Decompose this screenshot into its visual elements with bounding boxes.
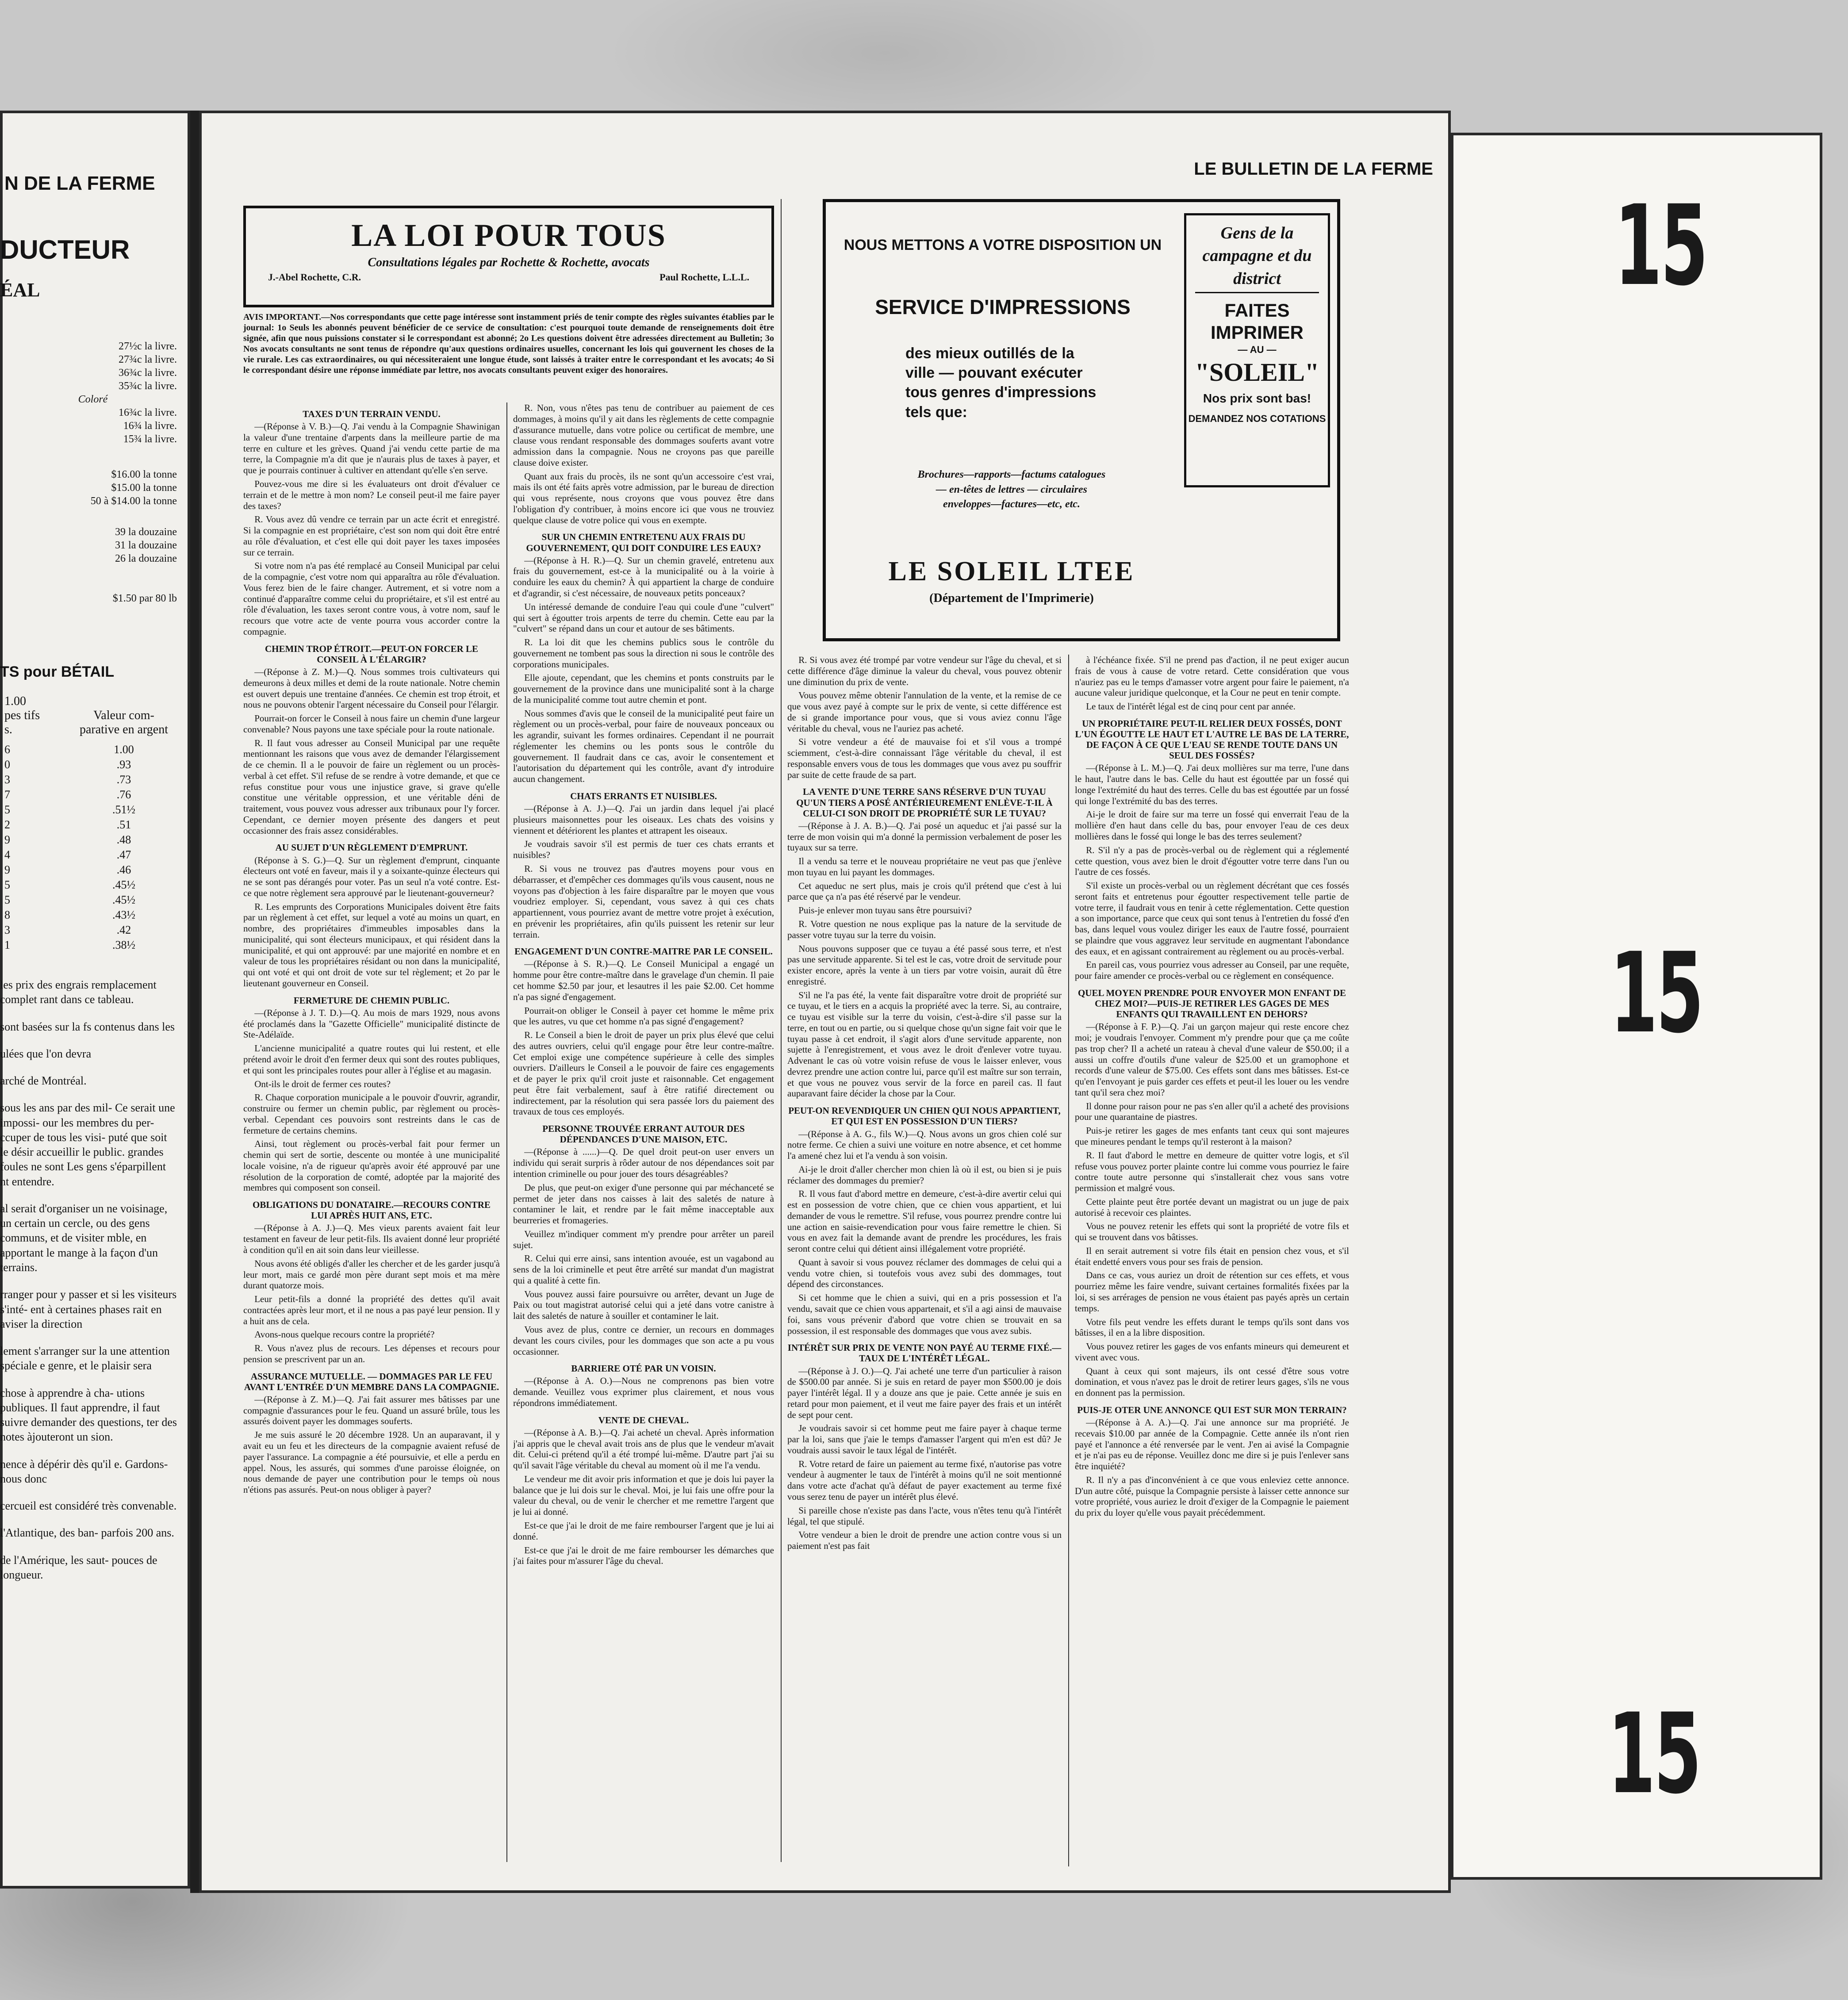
article-paragraph: Votre fils peut vendre les effets durant le temps qu'ils sont dans vos bâtisses, il en a la libre disposition. bbox=[1075, 1316, 1349, 1338]
table-cell: 8 bbox=[4, 908, 10, 922]
table-head-right: Valeur com- parative en argent bbox=[79, 709, 169, 737]
article-paragraph: —(Réponse à Z. M.)—Q. Nous sommes trois cultivateurs qui demeurons à deux milles et demi de la route nationale. Notre chemin est ouvert depuis une trentaine d'années. Ce chemin est trop étroit, et nous ne pouvons obtenir l'argent nécessaire du Conseil pour l'élargir. bbox=[243, 666, 500, 710]
article-paragraph: —(Réponse à J. T. D.)—Q. Au mois de mars 1929, nous avons été proclamés dans la "Gazette Officielle" municipalité distincte de Ste-Adélaïde. bbox=[243, 1007, 500, 1040]
lawyer-name-right: Paul Rochette, L.L.L. bbox=[659, 272, 749, 283]
table-cell: .48 bbox=[116, 833, 131, 847]
article-paragraph: L'ancienne municipalité a quatre routes qui lui restent, et elle prétend avoir le droit d'en fermer deux qui sont des routes publiques, et qui sont les principales routes pour aller à l'église et au magasin. bbox=[243, 1043, 500, 1076]
page-number: 15 bbox=[1614, 181, 1707, 310]
article-paragraph: —(Réponse à A. G., fils W.)—Q. Nous avons un gros chien colé sur notre ferme. Ce chien a suivi une voiture en notre absence, et cet homme l'a amené chez lui et l'a vendu à son voisin. bbox=[787, 1128, 1062, 1161]
inset-au: — AU — bbox=[1238, 344, 1277, 355]
article-paragraph: Le vendeur me dit avoir pris information et que je dois lui payer la balance que je lui dois sur le cheval. Moi, je lui fais une offre pour la valeur du cheval, ou de venir le chercher et me remettre l'argent que je lui ai donné. bbox=[513, 1473, 774, 1517]
table-row bbox=[4, 818, 173, 833]
article-heading: FERMETURE DE CHEMIN PUBLIC. bbox=[293, 995, 450, 1006]
article-paragraph: Leur petit-fils a donné la propriété des dettes qu'il avait contractées après leur mort, et il ne nous a pas payé leur pension. Il y a huit ans de cela. bbox=[243, 1294, 500, 1326]
article-heading: CHATS ERRANTS ET NUISIBLES. bbox=[570, 791, 717, 802]
article-paragraph: R. Il n'y a pas d'inconvénient à ce que vous enleviez cette annonce. D'un autre côté, puisque la Compagnie persiste à laisser cette annonce sur votre propriété, vous auriez le droit d'exiger de la Compagnie le paiement du prix du loyer qu'elle vous payait précédemment. bbox=[1075, 1474, 1349, 1518]
table-row bbox=[4, 878, 173, 893]
ad-headline: NOUS METTONS A VOTRE DISPOSITION UN bbox=[843, 237, 1162, 253]
ad-service-title: SERVICE D'IMPRESSIONS bbox=[875, 295, 1131, 318]
article-heading: AU SUJET D'UN RÈGLEMENT D'EMPRUNT. bbox=[275, 842, 468, 853]
article-paragraph: Pouvez-vous me dire si les évaluateurs ont droit d'évaluer ce terrain et de le mettre à mon nom? Le conseil peut-il me faire payer des taxes? bbox=[243, 478, 500, 511]
article-paragraph: (Réponse à S. G.)—Q. Sur un règlement d'emprunt, cinquante électeurs ont voté en faveur, mais il y a soixante-quinze électeurs qui ne se sont pas dérangés pour voter. Pas un seul n'a voté contre. Est-ce que notre règlement sera approuvé par le lieutenant-gouverneur? bbox=[243, 854, 500, 898]
paragraph: lement s'arranger sur la une attention spéciale e genre, et le plaisir sera bbox=[0, 1345, 170, 1372]
left-title: DUCTEUR bbox=[0, 235, 130, 264]
table-cell: .93 bbox=[116, 758, 131, 771]
left-section-title: TS pour BÉTAIL bbox=[0, 663, 115, 680]
table-cell: .73 bbox=[116, 773, 131, 786]
table-cell: .45½ bbox=[112, 893, 135, 907]
article-paragraph: R. Il faut d'abord le mettre en demeure de quitter votre logis, et s'il refuse vous pouvez porter plainte contre lui comme vous pourriez le faire contre toute autre personne qui s'installerait chez vous sans votre permission et malgré vous. bbox=[1075, 1149, 1349, 1194]
table-cell: 9 bbox=[4, 833, 10, 847]
article-heading: VENTE DE CHEVAL. bbox=[598, 1414, 689, 1425]
article-paragraph: —(Réponse à J. O.)—Q. J'ai acheté une terre d'un particulier à raison de $500.00 par année. Si je suis en retard de payer mon $500.00 je dois payer l'intérêt légal. Il y a douze ans que je paie. Cette année je suis en retard pour mon paiement, et il veut me faire payer des frais et un intérêt de sept pour cent. bbox=[787, 1365, 1062, 1420]
table-cell: .46 bbox=[116, 863, 131, 877]
paragraph: les prix des engrais remplacement complet rant dans ce tableau. bbox=[0, 978, 157, 1006]
table-cell: 6 bbox=[4, 743, 10, 756]
article-paragraph: R. S'il n'y a pas de procès-verbal ou de règlement qui a réglementé cette question, vous avez bien le droit d'égoutter votre terre dans l'un ou l'autre de ces fossés. bbox=[1075, 844, 1349, 877]
article-heading: PERSONNE TROUVÉE ERRANT AUTOUR DES DÉPENDANCES D'UNE MAISON, ETC. bbox=[542, 1123, 745, 1145]
article-paragraph: R. Celui qui erre ainsi, sans intention avouée, est un vagabond au sens de la loi criminelle et peut être arrêté sur mandat d'un magistrat qui a qualité à cette fin. bbox=[513, 1253, 774, 1286]
article-column-2 bbox=[513, 402, 774, 1862]
article-paragraph: à l'échéance fixée. S'il ne prend pas d'action, il ne peut exiger aucun frais de vous à cause de votre retard. Cette considération que vous n'auriez pas eu le temps d'amasser votre argent pour faire le paiement, n'a aucune valeur juridique quelconque, et la Cour ne peut en tenir compte. bbox=[1075, 655, 1349, 698]
table-row bbox=[4, 908, 173, 923]
article-paragraph: R. La loi dit que les chemins publics sous le contrôle du gouvernement ne tombent pas sous la direction ni sous le contrôle des corporations municipales. bbox=[513, 637, 774, 670]
page-number: 15 bbox=[1608, 1690, 1700, 1818]
article-paragraph: Si votre nom n'a pas été remplacé au Conseil Municipal par celui de la compagnie, c'est votre nom qui apparaîtra au rôle d'évaluation. Vous ferez bien de le faire changer. Autrement, et si votre nom a continué d'apparaître comme celui du propriétaire, et s'il est entré au rôle d'évaluation, les taxes seront contre vous, à votre nom, sauf le recours que votre acte de vente pourra vous accorder contre la compagnie. bbox=[243, 560, 500, 637]
article-paragraph: Il donne pour raison pour ne pas s'en aller qu'il a acheté des provisions pour une quarantaine de piastres. bbox=[1075, 1100, 1349, 1123]
paragraph: chose à apprendre à cha- utions publiques. Il faut apprendre, il faut suivre demander des questions, ter des notes àjouteront un sion. bbox=[0, 1386, 177, 1444]
price-row: 15¾ la livre. bbox=[123, 433, 177, 445]
article-paragraph: —(Réponse à A. J.)—Q. Mes vieux parents avaient fait leur testament en faveur de leur petit-fils. Ils avaient donné leur propriété à condition qu'il en ait soin dans leur vieillesse. bbox=[243, 1222, 500, 1255]
price-row: 35¾c la livre. bbox=[119, 380, 177, 392]
article-paragraph: Si votre vendeur a été de mauvaise foi et s'il vous a trompé sciemment, c'est-à-dire connaissant l'âge véritable du cheval, il est responsable envers vous de tous les dommages que vous avez pu souffrir par suite de cette fraude de sa part. bbox=[787, 736, 1062, 780]
article-paragraph: —(Réponse à L. M.)—Q. J'ai deux mollières sur ma terre, l'une dans le haut, l'autre dans le bas. Celle du haut est égouttée par un fossé qui longe l'extrémité du haut des terres. Celle du bas est égouttée par un fossé qui longe l'extrémité du bas des terres. bbox=[1075, 762, 1349, 806]
paragraph: rranger pour y passer et si les visiteurs s'inté- ent à certaines phases rait en aviser la direction bbox=[0, 1288, 177, 1330]
article-paragraph: —(Réponse à J. A. B.)—Q. J'ai posé un aqueduc et j'ai passé sur la terre de mon voisin qui m'a donné la permission verbalement de poser les tuyaux sur sa terre. bbox=[787, 820, 1062, 853]
article-column-3 bbox=[787, 655, 1062, 1866]
article-paragraph: Vous pouvez même obtenir l'annulation de la vente, et la remise de ce que vous avez payé à compte sur le prix de vente, si cette différence est de si grande importance pour vous, que si vous aviez connu l'âge véritable du cheval, vous ne l'auriez pas acheté. bbox=[787, 690, 1062, 734]
important-notice: AVIS IMPORTANT.—Nos correspondants que cette page intéresse sont instamment priés de tenir compte des règles suivantes établies par le journal: 1o Seuls les abonnés peuvent bénéficier de ce service de consultation: c'est pourquoi toute demande de renseignements doit être signée, afin que nous puissions constater si le correspondant est abonné; 2o Les questions doivent être adressées directement au Bulletin; 3o Nos avocats consultants ne sont tenus de répondre qu'aux questions ordinaires usuelles, concernant les lois qui gouvernent les choses de la vie rurale. Les cas extraordinaires, ou qui nécessiteraient une longue étude, sont laissés à traiter entre le correspondant et les avocats; 4o Si le correspondant désire une réponse immédiate par lettre, nos avocats consultants peuvent exiger des honoraires. bbox=[243, 312, 774, 375]
article-paragraph: Vous avez de plus, contre ce dernier, un recours en dommages devant les cours civiles, pour les dommages que son acte a pu vous occasionner. bbox=[513, 1324, 774, 1357]
ad-company: LE SOLEIL LTEE bbox=[888, 556, 1135, 586]
article-paragraph: Je me suis assuré le 20 décembre 1928. Un an auparavant, il y avait eu un feu et les directeurs de la compagnie avaient refusé de payer l'assurance. La compagnie a été poursuivie, et elle a perdu en appel. Nous, les assurés, qui sommes d'une paroisse éloignée, on nous demande de payer une contribution pour le temps où nous n'étions pas assurés. Peut-on nous obliger à payer? bbox=[243, 1429, 500, 1495]
table-cell: .42 bbox=[116, 923, 131, 937]
article-paragraph: —(Réponse à A. J.)—Q. J'ai un jardin dans lequel j'ai placé plusieurs maisonnettes pour les oiseaux. Les chats des voisins y viennent et détériorent les plantes et attrapent les oiseaux. bbox=[513, 803, 774, 836]
article-paragraph: —(Réponse à A. A.)—Q. J'ai une annonce sur ma propriété. Je recevais $10.00 par année de la Compagnie. Cette année ils n'ont rien payé et l'annonce a été renversée par le vent. J'en ai avisé la Compagnie et je n'ai pas eu de réponse. Veuillez donc me dire si je puis l'enlever sans être inquiété? bbox=[1075, 1417, 1349, 1472]
table-row bbox=[4, 893, 173, 908]
table-cell: 5 bbox=[4, 803, 10, 816]
left-text-body bbox=[0, 977, 177, 1594]
right-page-strip bbox=[1451, 133, 1822, 1880]
article-column-1 bbox=[243, 402, 500, 1862]
article-heading: OBLIGATIONS DU DONATAIRE.—RECOURS CONTRE LUI APRÈS HUIT ANS, ETC. bbox=[253, 1199, 491, 1221]
article-paragraph: R. Votre retard de faire un paiement au terme fixé, n'autorise pas votre vendeur à augmenter le taux de l'intérêt à moins qu'il ne soit mentionné dans votre acte d'achat qu'à défaut de payer exactement au terme fixé vous serez tenu de payer un intérêt plus élevé. bbox=[787, 1458, 1062, 1502]
inset-headline: FAITES IMPRIMER bbox=[1211, 299, 1304, 343]
article-paragraph: R. Les emprunts des Corporations Municipales doivent être faits par un règlement à cet effet, sur lequel a voté au moins un quart, en nombre, des propriétaires d'immeubles imposables dans la municipalité, qui sont électeurs municipaux, et qui résident dans la municipalité, et qui ont approuvé: par une majorité en nombre et en valeur de tous les propriétaires résidant ou non dans la municipalité, qui ont voté et qui ont droit de vote sur tel règlement; et 2o par le lieutenant gouverneur en Conseil. bbox=[243, 901, 500, 989]
page-header: LE BULLETIN DE LA FERME bbox=[1194, 159, 1433, 179]
table-cell: .51½ bbox=[112, 803, 135, 816]
left-page-header: N DE LA FERME bbox=[4, 172, 155, 194]
table-body bbox=[4, 743, 173, 954]
paragraph: de l'Amérique, les saut- pouces de longueur. bbox=[0, 1553, 157, 1581]
article-paragraph: Vous pouvez retirer les gages de vos enfants mineurs qui demeurent et vivent avec vous. bbox=[1075, 1341, 1349, 1363]
column-rule bbox=[506, 402, 507, 1862]
law-title: LA LOI POUR TOUS bbox=[351, 218, 666, 253]
article-paragraph: Est-ce que j'ai le droit de me faire rembourser l'argent que je lui ai donné. bbox=[513, 1520, 774, 1542]
article-paragraph: Vous pouvez aussi faire poursuivre ou arrêter, devant un Juge de Paix ou tout magistrat autorisé celui qui a jeté dans votre canistre à lait des saletés de nature à souiller et contaminer le lait. bbox=[513, 1288, 774, 1322]
page-number: 15 bbox=[1610, 929, 1702, 1057]
column-rule bbox=[781, 199, 782, 1862]
table-cell: 7 bbox=[4, 788, 10, 801]
article-paragraph: Nous pouvons supposer que ce tuyau a été passé sous terre, et n'est pas une servitude apparente. Si tel est le cas, votre droit de servitude pour exister encore, après la vente à un tiers par votre voisin, aurait dû être enregistré. bbox=[787, 943, 1062, 987]
table-cell: 3 bbox=[4, 923, 10, 937]
ad-list: Brochures—rapports—factums catalogues — en-têtes de lettres — circulaires enveloppes—factures—etc, etc. bbox=[917, 469, 1106, 510]
article-paragraph: —(Réponse à F. P.)—Q. J'ai un garçon majeur qui reste encore chez moi; je voudrais l'envoyer. Comment m'y prendre pour que ça me coûte pas trop cher? Il a acheté un rateau à cheval d'une valeur de $50.00; il a aussi un coffre d'outils d'une valeur de $25.00 et un gramophone et records d'une valeur de $75.00. Ces effets sont dans mes bâtisses. Est-ce qu'en l'envoyant je puis garder ces effets et peut-il les louer ou les vendre tant qu'il sera chez moi? bbox=[1075, 1021, 1349, 1098]
ad-inset-box bbox=[1184, 213, 1330, 487]
article-paragraph: S'il existe un procès-verbal ou un règlement décrétant que ces fossés seront faits et entretenus pour égoutter respectivement telle partie de votre terre, il faudrait vous en tenir à cette réglementation. Cette question a son importance, parce que ceux qui sont tenus à l'entretien du fossé d'en bas, dans lequel vous voulez diriger les eaux de l'autre fossé, pourraient se plaindre que vous aggravez leur servitude en augmentant l'abondance des eaux, et en agissant contrairement au règlement ou au procès-verbal. bbox=[1075, 880, 1349, 957]
article-paragraph: Le taux de l'intérêt légal est de cinq pour cent par année. bbox=[1086, 701, 1296, 712]
table-cell: 1.00 bbox=[114, 743, 134, 756]
paragraph: sous les ans par des mil- Ce serait une impossi- our les membres du per- ccuper de tous les visi- puté que soit le désir accueillir le public. grandes foules ne sont Les gens s'éparpillent nt entendre. bbox=[0, 1101, 175, 1188]
article-paragraph: Pourrait-on forcer le Conseil à nous faire un chemin d'une largeur convenable? Nous payons une taxe spéciale pour la route nationale. bbox=[243, 713, 500, 735]
table-row bbox=[4, 833, 173, 848]
article-paragraph: Cette plainte peut être portée devant un magistrat ou un juge de paix autorisé à recevoir ces plaintes. bbox=[1075, 1196, 1349, 1218]
article-paragraph: Elle ajoute, cependant, que les chemins et ponts construits par le gouvernement de la province dans une municipalité sont à la charge de la municipalité comme tout autre chemin et pont. bbox=[513, 672, 774, 705]
paragraph: al serait d'organiser un ne voisinage, un certain un cercle, ou des gens communs, et de visiter mble, en apportant le mange à la façon d'un terrains. bbox=[0, 1202, 168, 1274]
article-paragraph: —(Réponse à H. R.)—Q. Sur un chemin gravelé, entretenu aux frais du gouvernement, est-ce à la municipalité ou à la voirie à conduire les eaux du chemin? À qui appartient la charge de conduire et d'agrandir, si c'est nécessaire, de nouveaux petits ponceaux? bbox=[513, 555, 774, 598]
column-rule bbox=[1068, 655, 1069, 1866]
price-row: 50 à $14.00 la tonne bbox=[90, 495, 177, 507]
price-row: 16¾c la livre. bbox=[119, 407, 177, 418]
table-cell: .47 bbox=[116, 848, 131, 862]
article-paragraph: R. Vous avez dû vendre ce terrain par un acte écrit et enregistré. Si la compagnie en est propriétaire, c'est son nom qui doit être entré au rôle d'évaluation, et c'est elle qui doit payer les taxes imposées sur ce terrain. bbox=[243, 514, 500, 558]
table-row bbox=[4, 863, 173, 878]
article-paragraph: Cet aqueduc ne sert plus, mais je crois qu'il prétend que c'est à lui parce que ça n'a pas été réservé par le vendeur. bbox=[787, 880, 1062, 902]
article-paragraph: —(Réponse à V. B.)—Q. J'ai vendu à la Compagnie Shawinigan la valeur d'une trentaine d'arpents dans la meilleure partie de ma terre en culture et les grèves. Quand j'ai vendu cette partie de ma terre, la Compagnie m'a dit que je n'aurais plus de taxes à payer, et que je pourrais continuer à cultiver en attendant qu'elle s'en serve. bbox=[243, 421, 500, 476]
article-paragraph: —(Réponse à Z. M.)—Q. J'ai fait assurer mes bâtisses par une compagnie d'assurances pour le feu. Quand un assuré brûle, tous les assurés doivent payer les dommages souferts. bbox=[243, 1394, 500, 1427]
printing-ad bbox=[823, 199, 1340, 641]
article-heading: ENGAGEMENT D'UN CONTRE-MAITRE PAR LE CONSEIL. bbox=[514, 946, 773, 957]
left-page bbox=[0, 111, 190, 1889]
article-heading: PEUT-ON REVENDIQUER UN CHIEN QUI NOUS APPARTIENT, ET QUI EST EN POSSESSION D'UN TIERS? bbox=[788, 1105, 1061, 1127]
article-heading: TAXES D'UN TERRAIN VENDU. bbox=[303, 409, 441, 419]
table-cell: 5 bbox=[4, 878, 10, 892]
article-paragraph: Je voudrais savoir s'il est permis de tuer ces chats errants et nuisibles? bbox=[513, 839, 774, 861]
table-row bbox=[4, 923, 173, 939]
article-paragraph: Il en serait autrement si votre fils était en pension chez vous, et s'il était endetté envers vous pour ses frais de pension. bbox=[1075, 1245, 1349, 1267]
price-row: 26 la douzaine bbox=[115, 553, 177, 564]
article-paragraph: R. Votre question ne nous explique pas la nature de la servitude de passer votre tuyau sur la terre du voisin. bbox=[787, 918, 1062, 940]
inset-script: Gens de la campagne et du district bbox=[1202, 224, 1312, 288]
article-paragraph: —(Réponse à A. O.)—Nous ne comprenons pas bien votre demande. Veuillez vous exprimer plus clairement, et nous vous répondrons immédiatement. bbox=[513, 1375, 774, 1408]
article-paragraph: Quant à savoir si vous pouvez réclamer des dommages de celui qui a vendu votre chien, si toutefois vous avez subi des dommages, tout dépend des circonstances. bbox=[787, 1257, 1062, 1290]
article-paragraph: R. Il faut vous adresser au Conseil Municipal par une requête mentionnant les raisons que vous avez de demander l'élargissement de ce chemin. Il a le pouvoir de faire un règlement ou un procès-verbal à cet effet. S'il refuse de se rendre à votre demande, et que ce refus constitue pour vous une injustice grave, si grave qu'elle constitue une véritable oppression, et une véritable déni de traitement, vous pouvez vous adresser aux tribunaux pour l'y forcer. Cependant, ce dernier moyen présente des dangers et peut occasionner des frais assez considérables. bbox=[243, 737, 500, 836]
table-cell: 9 bbox=[4, 863, 10, 877]
article-paragraph: Avons-nous quelque recours contre la propriété? bbox=[254, 1329, 435, 1340]
article-paragraph: R. Le Conseil a bien le droit de payer un prix plus élevé que celui des autres ouvriers, celui qu'il engage pour être leur contre-maître. Cet emploi exige une compétence supérieure à celle des simples ouvriers. D'ailleurs le Conseil a le pouvoir de faire ces engagements et de payer le prix qu'il croit juste et raisonnable. Cet engagement peut être fait verbalement, sauf à être ratifié directement ou indirectement, par la résolution qui sera passée lors du paiement des travaux de tous ces employés. bbox=[513, 1030, 774, 1117]
table-cell: 1 bbox=[4, 939, 10, 952]
page-gutter bbox=[190, 111, 199, 1893]
article-paragraph: R. Il vous faut d'abord mettre en demeure, c'est-à-dire avertir celui qui est en possession de votre chien, que ce chien vous appartient, et lui demander de vous le remettre. S'il refuse, vous pourrez prendre contre lui une action en saisie-revendication pour vous faire remettre le chien. Si vous en avez fait la demande avant de prendre les procédures, les frais seront contre celui qui détient ainsi illégalement votre propriété. bbox=[787, 1188, 1062, 1254]
price-row: 36¾c la livre. bbox=[119, 367, 177, 379]
article-paragraph: Votre vendeur a bien le droit de prendre une action contre vous si un paiement n'est pas fait bbox=[787, 1529, 1062, 1552]
table-row bbox=[4, 788, 173, 803]
article-paragraph: Quant aux frais du procès, ils ne sont qu'un accessoire c'est vrai, mais ils ont été faits après votre admission, par le bureau de direction qui vous représente, nous croyons que vous pouvez être dans l'obligation d'y contribuer, à moins encore ici que vous ne trouviez quelque clause de votre police qui vous en exempte. bbox=[513, 471, 774, 525]
left-subtitle: ÉAL bbox=[0, 279, 40, 301]
article-paragraph: Dans ce cas, vous auriez un droit de rétention sur ces effets, et vous pourriez même les faire vendre, suivant certaines formalités fixées par la loi, si ses arrérages de pension ne vous étaient pas payés après un certain temps. bbox=[1075, 1270, 1349, 1314]
article-paragraph: —(Réponse à S. R.)—Q. Le Conseil Municipal a engagé un homme pour être contre-maître dans le gravelage d'un chemin. Il paie cet homme $2.50 par jour, et lesautres il les paie $2.00. Cet homme n'a pas signé d'engagement. bbox=[513, 958, 774, 1002]
main-page bbox=[199, 111, 1451, 1893]
article-heading: LA VENTE D'UNE TERRE SANS RÉSERVE D'UN TUYAU QU'UN TIERS A POSÉ ANTÉRIEUREMENT ENLÈVE-T-IL À CELUI-CI SON DROIT DE PROPRIÉTÉ SUR LE TUYAU? bbox=[796, 786, 1053, 819]
article-paragraph: Pourrait-on obliger le Conseil à payer cet homme le même prix que les autres, vu que cet homme n'a pas signé d'engagement? bbox=[513, 1005, 774, 1027]
article-paragraph: Ainsi, tout règlement ou procès-verbal fait pour fermer un chemin qui sert de sortie, descente ou montée à une municipalité locale voisine, n'a de rigueur qu'après avoir été approuvé par une résolution de la corporation de comté, adoptée par la majorité des membres qui composent son conseil. bbox=[243, 1138, 500, 1193]
table-cell: .51 bbox=[116, 818, 131, 831]
paragraph: ulées que l'on devra bbox=[0, 1047, 92, 1060]
inset-prices: Nos prix sont bas! bbox=[1203, 391, 1311, 405]
price-row: 16¾ la livre. bbox=[123, 420, 177, 432]
table-row bbox=[4, 743, 173, 758]
table-row bbox=[4, 848, 173, 863]
price-row: 27¾c la livre. bbox=[119, 354, 177, 365]
price-row: $15.00 la tonne bbox=[111, 482, 177, 494]
ad-body: des mieux outillés de la ville — pouvant exécuter tous genres d'impressions tels que: bbox=[905, 345, 1097, 421]
article-heading: INTÉRÊT SUR PRIX DE VENTE NON PAYÉ AU TERME FIXÉ.—TAUX DE L'INTÉRÊT LÉGAL. bbox=[787, 1342, 1062, 1364]
article-paragraph: Un intéressé demande de conduire l'eau qui coule d'une "culvert" qui sert à égoutter trois arpents de terre du chemin. Cette eau par la "culvert" se répand dans un cour et autour de ses bâtiments. bbox=[513, 601, 774, 634]
table-cell: 5 bbox=[4, 893, 10, 907]
table-cell: .76 bbox=[116, 788, 131, 801]
article-paragraph: Ai-je le droit de faire sur ma terre un fossé qui enverrait l'eau de la mollière d'en haut dans celle du bas, pour envoyer l'eau de ces deux mollières dans le fossé qui longe le bas des terres seulement? bbox=[1075, 809, 1349, 842]
article-paragraph: Veuillez m'indiquer comment m'y prendre pour arrêter un pareil sujet. bbox=[513, 1228, 774, 1250]
inset-soleil: "SOLEIL" bbox=[1195, 357, 1319, 387]
article-paragraph: Est-ce que j'ai le droit de me faire rembourser les démarches que j'ai faites pour m'assurer l'âge du cheval. bbox=[513, 1544, 774, 1567]
price-row: 27½c la livre. bbox=[119, 341, 177, 352]
article-paragraph: Puis-je retirer les gages de mes enfants tant ceux qui sont majeures que mineures pendant le temps qu'il resteront à la maison? bbox=[1075, 1125, 1349, 1147]
paragraph: arché de Montréal. bbox=[0, 1074, 87, 1088]
article-heading: CHEMIN TROP ÉTROIT.—PEUT-ON FORCER LE CONSEIL À L'ÉLARGIR? bbox=[265, 643, 479, 665]
table-cell: .38½ bbox=[112, 939, 135, 952]
article-paragraph: R. Vous n'avez plus de recours. Les dépenses et recours pour pension se prescrivent par un an. bbox=[243, 1343, 500, 1364]
article-paragraph: —(Réponse à A. B.)—Q. J'ai acheté un cheval. Après information j'ai appris que le cheval avait trois ans de plus que le vendeur m'avait dit. Celui-ci prétend qu'il a été trompé lui-même. D'autre part j'ai su qu'il savait l'âge véritable du cheval au moment où il me l'a vendu. bbox=[513, 1427, 774, 1471]
ad-department: (Département de l'Imprimerie) bbox=[929, 591, 1094, 605]
table-cell: 3 bbox=[4, 773, 10, 786]
article-paragraph: R. Si vous avez été trompé par votre vendeur sur l'âge du cheval, et si cette différence d'âge diminue la valeur du cheval, vous pouvez obtenir une diminution du prix de vente. bbox=[787, 655, 1062, 687]
article-heading: BARRIERE OTÉ PAR UN VOISIN. bbox=[571, 1363, 716, 1374]
table-cell: .43½ bbox=[112, 908, 135, 922]
table-cell: 0 bbox=[4, 758, 10, 771]
price-row: 31 la douzaine bbox=[115, 540, 177, 551]
price-row: 39 la douzaine bbox=[115, 526, 177, 538]
article-paragraph: Ont-ils le droit de fermer ces routes? bbox=[254, 1078, 391, 1089]
price-row: $16.00 la tonne bbox=[111, 469, 177, 480]
article-paragraph: Puis-je enlever mon tuyau sans être poursuivi? bbox=[798, 905, 972, 916]
paragraph: cercueil est considéré très convenable. bbox=[0, 1499, 177, 1513]
inset-quotes: DEMANDEZ NOS COTATIONS bbox=[1188, 413, 1326, 424]
article-heading: SUR UN CHEMIN ENTRETENU AUX FRAIS DU GOUVERNEMENT, QUI DOIT CONDUIRE LES EAUX? bbox=[526, 532, 761, 553]
table-cell: 4 bbox=[4, 848, 10, 862]
article-paragraph: Il a vendu sa terre et le nouveau propriétaire ne veut pas que j'enlève mon tuyau en lui payant les dommages. bbox=[787, 856, 1062, 877]
law-subtitle: Consultations légales par Rochette & Rochette, avocats bbox=[368, 256, 650, 269]
article-paragraph: Ai-je le droit d'aller chercher mon chien là où il est, ou bien si je puis réclamer des dommages du premier? bbox=[787, 1164, 1062, 1186]
article-heading: PUIS-JE OTER UNE ANNONCE QUI EST SUR MON TERRAIN? bbox=[1077, 1404, 1347, 1415]
paragraph: nence à dépérir dès qu'il e. Gardons-nous donc bbox=[0, 1457, 168, 1485]
table-head-left: pes tifs s. bbox=[4, 709, 40, 737]
price-row: $1.50 par 80 lb bbox=[112, 593, 177, 604]
law-title-box bbox=[243, 206, 774, 307]
article-paragraph: Si pareille chose n'existe pas dans l'acte, vous n'êtes tenu qu'à l'intérêt légal, tel que stipulé. bbox=[787, 1505, 1062, 1527]
paragraph: l'Atlantique, des ban- parfois 200 ans. bbox=[0, 1526, 174, 1540]
article-column-4 bbox=[1075, 655, 1349, 1866]
article-paragraph: Nous sommes d'avis que le conseil de la municipalité peut faire un règlement ou un procès-verbal, pour faire de nouveaux ponceaux ou les agrandir, suivant les formes ordinaires. Cependant il ne pourrait réglementer les chemins ou les ponts sous le contrôle du gouvernement. Il faudrait dans ce cas, avoir le consentement et l'autorisation du département qui les contrôle, avant d'y introduire aucun changement. bbox=[513, 708, 774, 785]
article-heading: QUEL MOYEN PRENDRE POUR ENVOYER MON ENFANT DE CHEZ MOI?—PUIS-JE RETIRER LES GAGES DE MES ENFANTS QUI TRAVAILLENT EN DEHORS? bbox=[1077, 987, 1346, 1020]
article-paragraph: R. Chaque corporation municipale a le pouvoir d'ouvrir, agrandir, construire ou fermer un chemin public, par règlement ou procès-verbal. Cependant ces pouvoirs sont restreints dans le cas de fermeture de certains chemins. bbox=[243, 1092, 500, 1136]
article-paragraph: S'il ne l'a pas été, la vente fait disparaître votre droit de propriété sur ce tuyau, et le tiers en a acquis la propriété avec la terre. Si, au contraire, ce tuyau est visible sur la terre du voisin, c'est-à-dire s'il passe sur la terre, en tout ou en partie, ou si quelque chose qu'un signe fait voir que le tuyau passe à cet endroit, il s'agit alors d'une servitude apparente, non sujette à l'enregistrement, et vous avez le droit d'enlever votre tuyau. Advenant le cas où votre voisin refuse de vous le laisser enlever, vous devrez prendre une action contre lui, parce qu'il est maître sur son terrain, et que vous ne pouvez vous servir de la force en pareil cas. Il faut auparavant faire décider la chose par la Cour. bbox=[787, 989, 1062, 1099]
table-cell: .45½ bbox=[112, 878, 135, 892]
table-top: 1.00 bbox=[4, 694, 26, 708]
price-list bbox=[9, 341, 177, 606]
table-row bbox=[4, 773, 173, 788]
article-paragraph: Vous ne pouvez retenir les effets qui sont la propriété de votre fils et qui se trouvent dans vos bâtisses. bbox=[1075, 1221, 1349, 1243]
value-table bbox=[4, 694, 173, 954]
article-heading: UN PROPRIÉTAIRE PEUT-IL RELIER DEUX FOSSÉS, DONT L'UN ÉGOUTTE LE HAUT ET L'AUTRE LE BAS DE LA TERRE, DE FAÇON À CE QUE L'EAU SE RENDE TOUTE DANS UN SEUL DES FOSSÉS? bbox=[1075, 718, 1349, 761]
article-paragraph: Je voudrais savoir si cet homme peut me faire payer à chaque terme par la loi, sans que j'aie le temps d'amasser l'argent qui m'en est dû? Je voudrais aussi savoir le taux légal de l'intérêt. bbox=[787, 1423, 1062, 1456]
table-row bbox=[4, 803, 173, 818]
article-paragraph: R. Si vous ne trouvez pas d'autres moyens pour vous en débarrasser, et d'empêcher ces dommages qu'ils vous causent, nous ne voyons pas d'objection à les faire disparaître par le moyen que vous voudriez employer. Si, cependant, vous savez à qui ces chats appartiennent, vous pourriez avant de mettre votre projet à exécution, en prévenir les propriétaires, afin qu'ils puissent les retenir sur leur terrain. bbox=[513, 863, 774, 940]
article-paragraph: Quant à ceux qui sont majeurs, ils ont cessé d'être sous votre domination, et vous n'avez pas le droit de retirer leurs gages, s'ils ne vous en donnent pas la permission. bbox=[1075, 1365, 1349, 1398]
table-row bbox=[4, 758, 173, 773]
article-paragraph: Nous avons été obligés d'aller les chercher et de les garder jusqu'à leur mort, mais ce gardé mon père durant sept mois et ma mère durant quatorze mois. bbox=[243, 1258, 500, 1291]
article-paragraph: —(Réponse à ......)—Q. De quel droit peut-on user envers un individu qui serait surpris à rôder autour de nos dépendances soit par intention criminelle ou pour jouer des tours désagréables? bbox=[513, 1146, 774, 1180]
colore-label: Coloré bbox=[78, 394, 108, 405]
paragraph: sont basées sur la fs contenus dans les bbox=[0, 1020, 175, 1033]
article-paragraph: Si cet homme que le chien a suivi, qui en a pris possession et l'a vendu, savait que ce chien vous appartenait, et s'il a agi ainsi de mauvaise foi, sans vous prévenir d'abord que votre chien se trouvait en sa possession, il est responsable des dommages que vous avez subis. bbox=[787, 1292, 1062, 1336]
article-paragraph: En pareil cas, vous pourriez vous adresser au Conseil, par une requête, pour faire amender ce procès-verbal ou ce règlement en conséquence. bbox=[1075, 959, 1349, 981]
table-row bbox=[4, 939, 173, 954]
lawyer-name-left: J.-Abel Rochette, C.R. bbox=[268, 272, 361, 283]
table-cell: 2 bbox=[4, 818, 10, 831]
article-paragraph: R. Non, vous n'êtes pas tenu de contribuer au paiement de ces dommages, à moins qu'il y ait dans les règlements de cette compagnie d'assurance mutuelle, dans votre police ou certificat de membre, une clause vous rendant responsable des dommages souferts avant votre admission dans la compagnie. Nous ne croyons pas que pareille clause doive exister. bbox=[513, 402, 774, 468]
article-paragraph: De plus, que peut-on exiger d'une personne qui par méchanceté se permet de jeter dans nos caisses à lait des saletés de nature à contaminer le lait, et rendre par le fait même inacceptable aux beurreries et fromageries. bbox=[513, 1182, 774, 1226]
article-heading: ASSURANCE MUTUELLE. — DOMMAGES PAR LE FEU AVANT L'ENTRÉE D'UN MEMBRE DANS LA COMPAGNIE. bbox=[244, 1371, 499, 1392]
